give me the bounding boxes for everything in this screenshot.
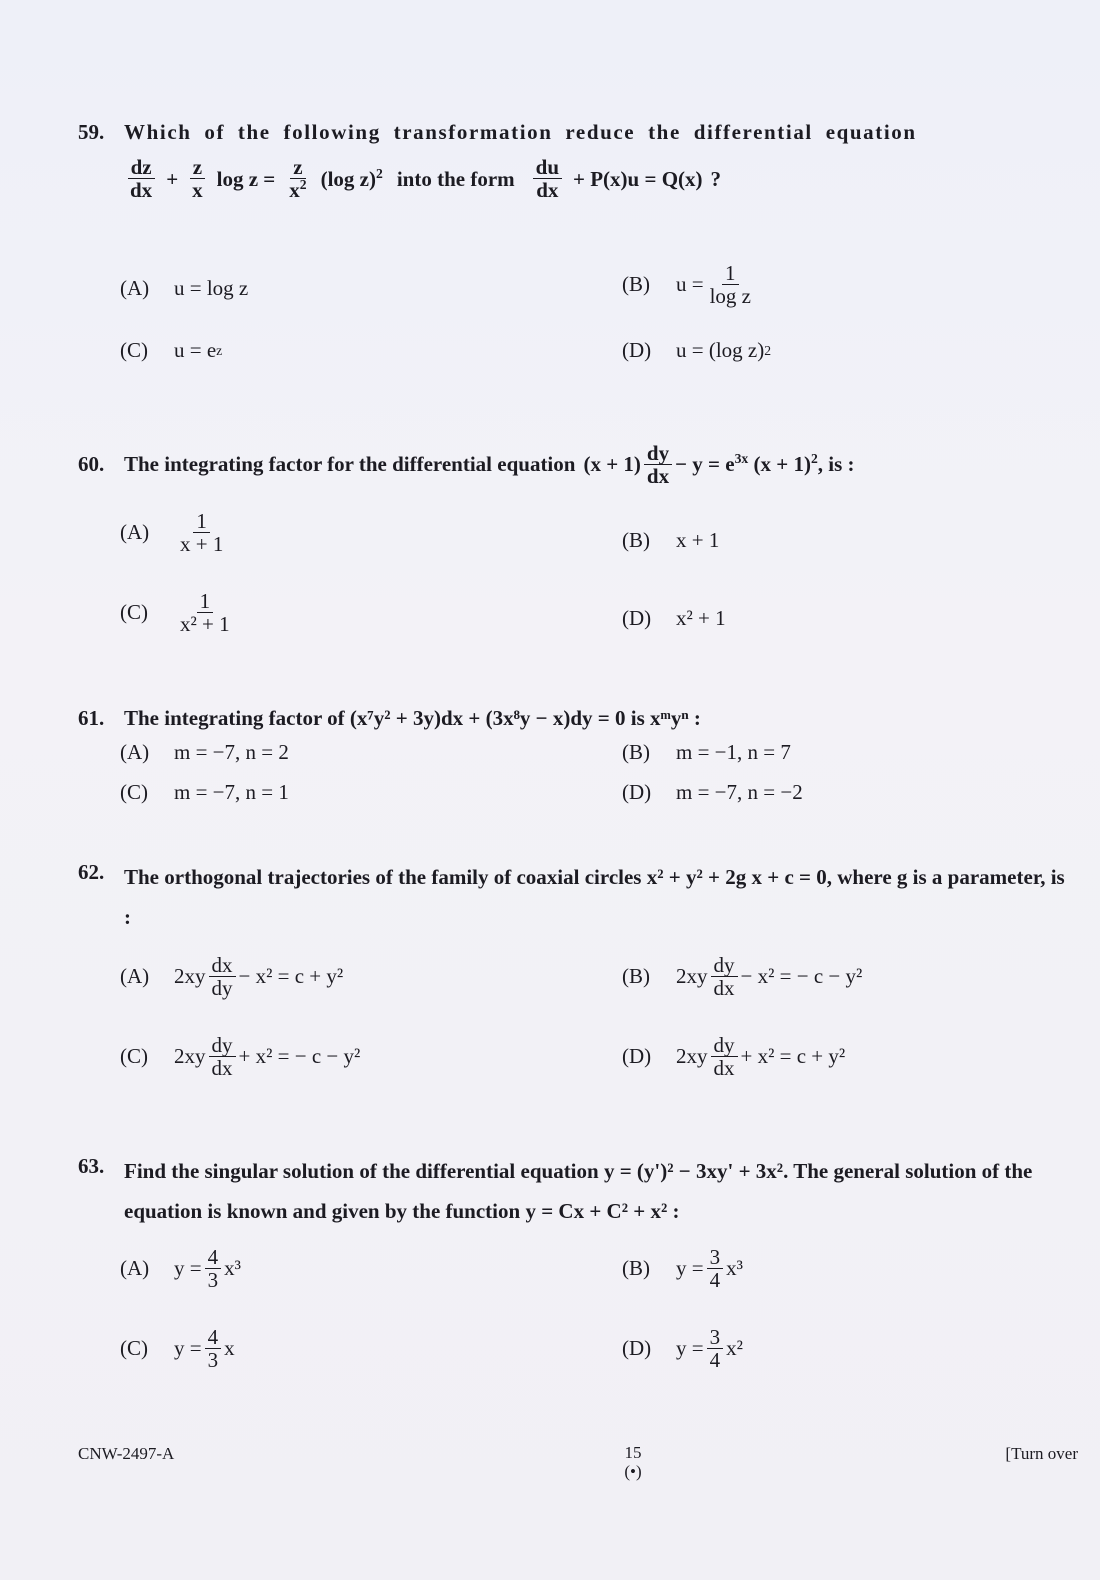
question-62 [78,858,1068,938]
question-text: The integrating factor of (x⁷y² + 3y)dx + (3x⁸y − x)dy = 0 is xᵐyⁿ : [124,706,701,730]
question-63 [78,1152,1068,1232]
page-number: 15 (•) [624,1443,642,1481]
question-text: Which of the following transformation reduce the differential equation [124,120,917,144]
option-b[interactable]: (B) y = $\frac{3}{4}$ x³ [622,1245,743,1293]
option-b[interactable]: (B) m = −1, n = 7 [622,740,791,764]
question-text: The integrating factor for the differential equation [124,452,576,477]
option-a[interactable]: (A) m = −7, n = 2 [120,740,289,764]
question-60: 60. The integrating factor for the differential equation (x + 1) $\frac{dy}{dx}$ − $y = e^{3x}$ $(x + 1)^2$ , is : [78,441,855,489]
question-number: 62. [78,860,105,884]
option-a[interactable]: (A) $\frac{1}{x + 1}$ [120,509,224,557]
question-number: 63. [78,1154,105,1178]
question-number: 61. [78,706,105,730]
option-d[interactable]: (D) x² + 1 [622,606,726,630]
option-d[interactable]: (D) 2xy $\frac{dy}{dx}$ + x² = c + y² [622,1033,846,1081]
option-a[interactable]: (A) u = log z [120,276,249,300]
option-c[interactable]: (C) y = $\frac{4}{3}$ x [120,1325,235,1373]
option-d[interactable]: (D) m = −7, n = −2 [622,780,803,804]
option-b[interactable]: (B) 2xy $\frac{dy}{dx}$ − x² = − c − y² [622,953,863,1001]
question-text: The orthogonal trajectories of the family of coaxial circles x² + y² + 2g x + c = 0, where g is a parameter, is : [124,865,1065,929]
option-d[interactable]: (D) y = $\frac{3}{4}$ x² [622,1325,743,1373]
question-text: Find the singular solution of the differential equation y = (y')² − 3xy' + 3x². The general solution of the equation is known and given by the function y = Cx + C² + x² : [124,1159,1033,1223]
option-b[interactable]: (B) u = $\frac{1}{\text{log z}}$ [622,261,751,309]
option-a[interactable]: (A) 2xy $\frac{dx}{dy}$ − x² = c + y² [120,953,344,1001]
turn-over-note: [Turn over [1005,1444,1078,1463]
question-61 [78,704,1068,732]
option-d[interactable]: (D) u = (log z) 2 [622,338,772,362]
question-number: 59. [78,120,105,144]
option-a[interactable]: (A) y = $\frac{4}{3}$ x³ [120,1245,241,1293]
question-equation: $\frac{dz}{dx}$ + $\frac{z}{x}$ log z = $\frac{z}{x^2}$ (log z)$^2$ into the form $\frac{du}{dx}$ + P(x)u = Q(x) ? [124,156,1068,201]
option-c[interactable]: (C) $\frac{1}{\text{x² + 1}}$ [120,589,230,637]
question-number: 60. [78,452,105,477]
option-c[interactable]: (C) m = −7, n = 1 [120,780,289,804]
paper-code: CNW-2497-A [78,1444,175,1463]
question-59 [78,118,1068,201]
option-c[interactable]: (C) 2xy $\frac{dy}{dx}$ + x² = − c − y² [120,1033,361,1081]
option-b[interactable]: (B) x + 1 [622,528,720,552]
option-c[interactable]: (C) u = e z [120,338,223,362]
